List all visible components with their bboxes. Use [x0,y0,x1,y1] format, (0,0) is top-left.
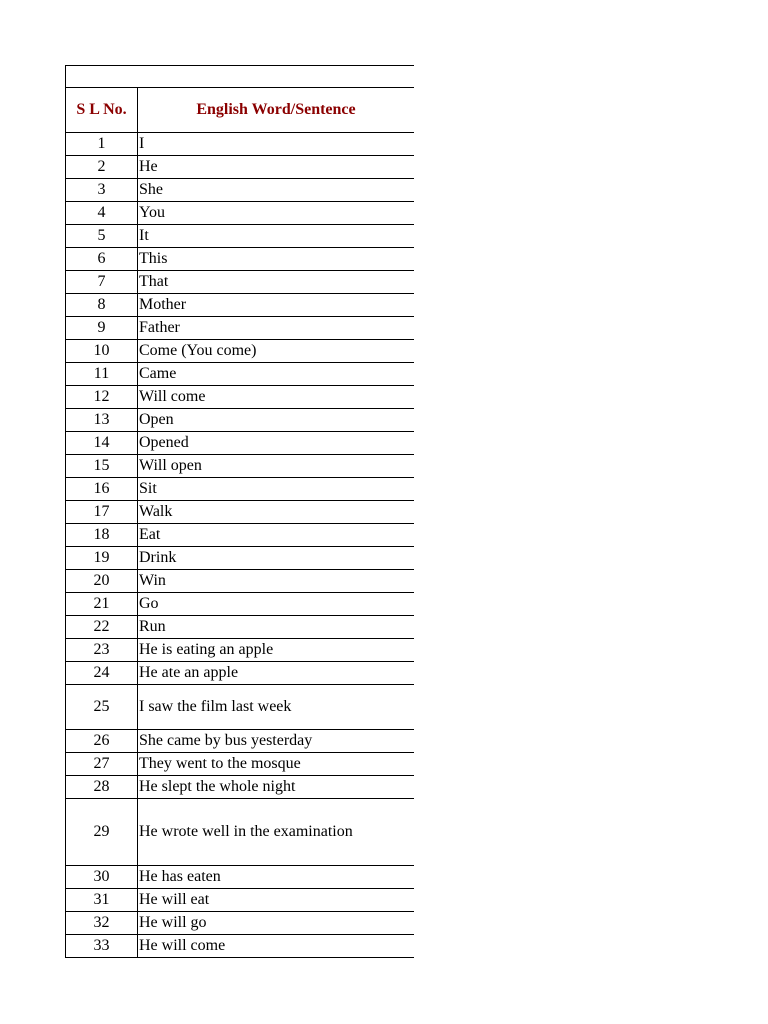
row-number: 1 [66,133,138,156]
row-english-text: She [138,179,415,202]
table-row [66,248,415,271]
table-row [66,179,415,202]
row-number: 9 [66,317,138,340]
header-english: English Word/Sentence [138,88,415,133]
table-row [66,935,415,958]
row-number: 31 [66,889,138,912]
table-row [66,363,415,386]
row-english-text: Walk [138,501,415,524]
row-number: 32 [66,912,138,935]
row-english-text: Go [138,593,415,616]
table-row [66,501,415,524]
row-english-text: Come (You come) [138,340,415,363]
blank-top-row [66,66,415,88]
row-english-text: He wrote well in the examination [138,799,415,866]
row-english-text: Eat [138,524,415,547]
row-english-text: Run [138,616,415,639]
row-english-text: Came [138,363,415,386]
table-row [66,317,415,340]
table-row [66,889,415,912]
row-english-text: Drink [138,547,415,570]
row-english-text: Win [138,570,415,593]
table-row [66,294,415,317]
row-english-text: Open [138,409,415,432]
row-number: 5 [66,225,138,248]
table-row [66,340,415,363]
row-number: 14 [66,432,138,455]
row-number: 26 [66,730,138,753]
row-english-text: It [138,225,415,248]
row-number: 33 [66,935,138,958]
header-row [66,88,415,133]
table-row [66,730,415,753]
row-number: 19 [66,547,138,570]
row-english-text: She came by bus yesterday [138,730,415,753]
row-number: 11 [66,363,138,386]
table-row [66,455,415,478]
table-row [66,639,415,662]
row-number: 27 [66,753,138,776]
table-row [66,776,415,799]
row-number: 17 [66,501,138,524]
table-row [66,225,415,248]
table-row [66,866,415,889]
row-number: 18 [66,524,138,547]
table-row [66,685,415,730]
row-number: 25 [66,685,138,730]
row-english-text: He slept the whole night [138,776,415,799]
row-english-text: You [138,202,415,225]
row-english-text: He is eating an apple [138,639,415,662]
row-english-text: This [138,248,415,271]
table-row [66,133,415,156]
row-number: 20 [66,570,138,593]
table-row [66,386,415,409]
word-table [65,65,414,958]
row-number: 4 [66,202,138,225]
row-number: 29 [66,799,138,866]
table-row [66,912,415,935]
table-body [66,133,415,958]
table-row [66,662,415,685]
row-number: 22 [66,616,138,639]
header-sl-no: S L No. [66,88,138,133]
table-row [66,156,415,179]
row-number: 10 [66,340,138,363]
row-number: 28 [66,776,138,799]
row-number: 21 [66,593,138,616]
row-english-text: He has eaten [138,866,415,889]
row-english-text: Opened [138,432,415,455]
row-english-text: Mother [138,294,415,317]
row-number: 6 [66,248,138,271]
row-english-text: He [138,156,415,179]
blank-cell [66,66,415,88]
row-number: 16 [66,478,138,501]
row-english-text: He will go [138,912,415,935]
row-number: 3 [66,179,138,202]
row-english-text: Father [138,317,415,340]
row-english-text: Will come [138,386,415,409]
table-row [66,202,415,225]
row-english-text: I [138,133,415,156]
table-row [66,799,415,866]
row-english-text: Sit [138,478,415,501]
table-row [66,409,415,432]
row-english-text: Will open [138,455,415,478]
table-row [66,616,415,639]
row-number: 13 [66,409,138,432]
row-english-text: He ate an apple [138,662,415,685]
row-number: 15 [66,455,138,478]
row-number: 2 [66,156,138,179]
table-row [66,271,415,294]
table-row [66,753,415,776]
row-number: 7 [66,271,138,294]
table-row [66,547,415,570]
row-english-text: He will come [138,935,415,958]
row-number: 30 [66,866,138,889]
table-row [66,478,415,501]
table-row [66,432,415,455]
table-row [66,570,415,593]
row-number: 12 [66,386,138,409]
row-english-text: I saw the film last week [138,685,415,730]
table-row [66,593,415,616]
table-row [66,524,415,547]
row-number: 24 [66,662,138,685]
row-number: 8 [66,294,138,317]
row-number: 23 [66,639,138,662]
row-english-text: That [138,271,415,294]
row-english-text: They went to the mosque [138,753,415,776]
row-english-text: He will eat [138,889,415,912]
